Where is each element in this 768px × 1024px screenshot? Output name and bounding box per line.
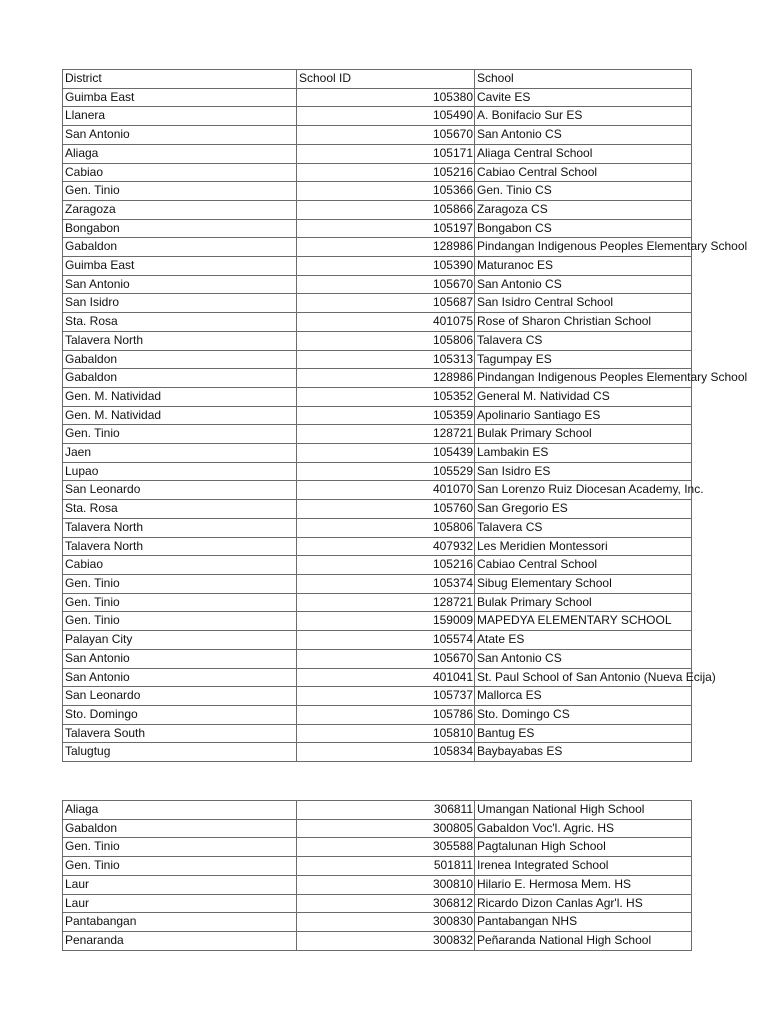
school-id-cell[interactable]: 105390 <box>297 257 475 276</box>
table-row <box>63 556 692 575</box>
school-id-cell[interactable]: 105366 <box>297 182 475 201</box>
school-table-elementary <box>62 69 748 762</box>
school-id-cell[interactable]: 159009 <box>297 612 475 631</box>
district-cell[interactable]: Cabiao <box>63 556 297 575</box>
table-row <box>63 369 692 388</box>
table-row <box>63 668 692 687</box>
table-row <box>63 200 692 219</box>
district-cell[interactable]: Talugtug <box>63 743 297 762</box>
school-name-cell[interactable]: San Isidro ES <box>475 462 692 481</box>
school-name-cell[interactable]: San Antonio CS <box>475 649 692 668</box>
school-id-cell[interactable]: 105834 <box>297 743 475 762</box>
school-id-cell[interactable]: 128721 <box>297 593 475 612</box>
school-name-cell[interactable]: Talavera CS <box>475 331 692 350</box>
school-id-cell[interactable]: 300832 <box>297 931 475 950</box>
district-cell[interactable]: Zaragoza <box>63 200 297 219</box>
school-name-cell[interactable]: Pagtalunan High School <box>475 838 692 857</box>
school-id-cell[interactable]: 105737 <box>297 687 475 706</box>
school-name-cell[interactable]: St. Paul School of San Antonio (Nueva Ecija) <box>475 668 692 687</box>
district-cell[interactable]: Sto. Domingo <box>63 705 297 724</box>
table-row <box>63 574 692 593</box>
table-row <box>63 294 692 313</box>
school-name-cell[interactable]: MAPEDYA ELEMENTARY SCHOOL <box>475 612 692 631</box>
school-id-cell[interactable]: 105529 <box>297 462 475 481</box>
district-cell[interactable]: Guimba East <box>63 257 297 276</box>
district-cell[interactable]: Aliaga <box>63 801 297 820</box>
district-cell[interactable]: Jaen <box>63 444 297 463</box>
school-id-cell[interactable]: 105806 <box>297 331 475 350</box>
district-cell[interactable]: San Antonio <box>63 649 297 668</box>
table-row <box>63 631 692 650</box>
district-cell[interactable]: Talavera South <box>63 724 297 743</box>
school-id-cell[interactable]: 105313 <box>297 350 475 369</box>
district-cell[interactable]: Talavera North <box>63 537 297 556</box>
school-name-cell[interactable]: Lambakin ES <box>475 444 692 463</box>
table-row <box>63 126 692 145</box>
school-name-cell[interactable]: Apolinario Santiago ES <box>475 406 692 425</box>
district-cell[interactable]: Bongabon <box>63 219 297 238</box>
school-name-cell[interactable]: Irenea Integrated School <box>475 857 692 876</box>
school-id-cell[interactable]: 300805 <box>297 819 475 838</box>
school-name-cell[interactable]: Ricardo Dizon Canlas Agr'l. HS <box>475 894 692 913</box>
column-header: School <box>475 70 692 89</box>
school-name-cell[interactable]: Pindangan Indigenous Peoples Elementary School <box>475 238 692 257</box>
district-cell[interactable]: San Isidro <box>63 294 297 313</box>
column-header: District <box>63 70 297 89</box>
school-name-cell[interactable]: Pantabangan NHS <box>475 913 692 932</box>
district-cell[interactable]: San Antonio <box>63 668 297 687</box>
district-cell[interactable]: Cabiao <box>63 163 297 182</box>
district-cell[interactable]: Gen. M. Natividad <box>63 387 297 406</box>
table-row <box>63 238 692 257</box>
school-name-cell[interactable]: Bulak Primary School <box>475 593 692 612</box>
school-name-cell[interactable]: General M. Natividad CS <box>475 387 692 406</box>
school-name-cell[interactable]: Les Meridien Montessori <box>475 537 692 556</box>
table-row <box>63 649 692 668</box>
school-name-cell[interactable]: Mallorca ES <box>475 687 692 706</box>
table-row <box>63 144 692 163</box>
school-name-cell[interactable]: Aliaga Central School <box>475 144 692 163</box>
district-cell[interactable]: Gen. Tinio <box>63 593 297 612</box>
table-row <box>63 219 692 238</box>
school-id-cell[interactable]: 128986 <box>297 238 475 257</box>
district-cell[interactable]: Penaranda <box>63 931 297 950</box>
table-row <box>63 387 692 406</box>
district-cell[interactable]: Sta. Rosa <box>63 500 297 519</box>
school-id-cell[interactable]: 105806 <box>297 518 475 537</box>
school-id-cell[interactable]: 305588 <box>297 838 475 857</box>
district-cell[interactable]: Aliaga <box>63 144 297 163</box>
school-name-cell[interactable]: Pindangan Indigenous Peoples Elementary School <box>475 369 692 388</box>
table-row <box>63 913 692 932</box>
table-row <box>63 875 692 894</box>
school-name-cell[interactable]: A. Bonifacio Sur ES <box>475 107 692 126</box>
school-name-cell[interactable]: Rose of Sharon Christian School <box>475 313 692 332</box>
table-row <box>63 518 692 537</box>
school-id-cell[interactable]: 501811 <box>297 857 475 876</box>
school-id-cell[interactable]: 401041 <box>297 668 475 687</box>
school-id-cell[interactable]: 105866 <box>297 200 475 219</box>
school-id-cell[interactable]: 300830 <box>297 913 475 932</box>
school-id-cell[interactable]: 105670 <box>297 126 475 145</box>
school-id-cell[interactable]: 300810 <box>297 875 475 894</box>
school-id-cell[interactable]: 401075 <box>297 313 475 332</box>
school-name-cell[interactable]: Sibug Elementary School <box>475 574 692 593</box>
school-id-cell[interactable]: 105810 <box>297 724 475 743</box>
district-cell[interactable]: Llanera <box>63 107 297 126</box>
school-name-cell[interactable]: Bongabon CS <box>475 219 692 238</box>
column-header: School ID <box>297 70 475 89</box>
school-name-cell[interactable]: Cabiao Central School <box>475 556 692 575</box>
table-row <box>63 107 692 126</box>
school-id-cell[interactable]: 105216 <box>297 163 475 182</box>
school-name-cell[interactable]: Talavera CS <box>475 518 692 537</box>
school-name-cell[interactable]: Maturanoc ES <box>475 257 692 276</box>
table-row <box>63 612 692 631</box>
school-name-cell[interactable]: San Antonio CS <box>475 275 692 294</box>
school-name-cell[interactable]: Cavite ES <box>475 88 692 107</box>
table-row <box>63 425 692 444</box>
school-id-cell[interactable]: 105670 <box>297 649 475 668</box>
school-id-cell[interactable]: 105760 <box>297 500 475 519</box>
school-name-cell[interactable]: San Lorenzo Ruiz Diocesan Academy, Inc. <box>475 481 692 500</box>
school-id-cell[interactable]: 105197 <box>297 219 475 238</box>
school-id-cell[interactable]: 105171 <box>297 144 475 163</box>
district-cell[interactable]: San Antonio <box>63 126 297 145</box>
district-cell[interactable]: Laur <box>63 875 297 894</box>
table-row <box>63 819 692 838</box>
district-cell[interactable]: Gabaldon <box>63 819 297 838</box>
school-name-cell[interactable]: Sto. Domingo CS <box>475 705 692 724</box>
school-name-cell[interactable]: Hilario E. Hermosa Mem. HS <box>475 875 692 894</box>
table-row <box>63 481 692 500</box>
school-name-cell[interactable]: Bulak Primary School <box>475 425 692 444</box>
school-id-cell[interactable]: 105216 <box>297 556 475 575</box>
table-row <box>63 705 692 724</box>
school-id-cell[interactable]: 105374 <box>297 574 475 593</box>
school-name-cell[interactable]: Baybayabas ES <box>475 743 692 762</box>
school-name-cell[interactable]: Bantug ES <box>475 724 692 743</box>
school-id-cell[interactable]: 401070 <box>297 481 475 500</box>
school-name-cell[interactable]: Cabiao Central School <box>475 163 692 182</box>
table-row <box>63 500 692 519</box>
table-row <box>63 331 692 350</box>
header-row <box>63 70 692 89</box>
district-cell[interactable]: Laur <box>63 894 297 913</box>
school-id-cell[interactable]: 105687 <box>297 294 475 313</box>
school-id-cell[interactable]: 128986 <box>297 369 475 388</box>
district-cell[interactable]: Gen. Tinio <box>63 574 297 593</box>
table-row <box>63 406 692 425</box>
school-id-cell[interactable]: 105439 <box>297 444 475 463</box>
school-id-cell[interactable]: 105352 <box>297 387 475 406</box>
table-row <box>63 313 692 332</box>
district-cell[interactable]: Gabaldon <box>63 350 297 369</box>
district-cell[interactable]: Gen. Tinio <box>63 425 297 444</box>
school-name-cell[interactable]: San Gregorio ES <box>475 500 692 519</box>
district-cell[interactable]: Sta. Rosa <box>63 313 297 332</box>
school-table-high-school <box>62 800 692 951</box>
table-row <box>63 182 692 201</box>
school-id-cell[interactable]: 105490 <box>297 107 475 126</box>
table-row <box>63 743 692 762</box>
table-row <box>63 350 692 369</box>
table-row <box>63 462 692 481</box>
table-row <box>63 593 692 612</box>
district-cell[interactable]: Gen. Tinio <box>63 182 297 201</box>
district-cell[interactable]: Gabaldon <box>63 238 297 257</box>
school-id-cell[interactable]: 128721 <box>297 425 475 444</box>
school-id-cell[interactable]: 105380 <box>297 88 475 107</box>
school-name-cell[interactable]: Tagumpay ES <box>475 350 692 369</box>
school-name-cell[interactable]: Gabaldon Voc'l. Agric. HS <box>475 819 692 838</box>
district-cell[interactable]: San Leonardo <box>63 481 297 500</box>
district-cell[interactable]: Gen. Tinio <box>63 612 297 631</box>
district-cell[interactable]: Palayan City <box>63 631 297 650</box>
school-name-cell[interactable]: San Isidro Central School <box>475 294 692 313</box>
school-id-cell[interactable]: 105574 <box>297 631 475 650</box>
table-row <box>63 88 692 107</box>
table-row <box>63 931 692 950</box>
district-cell[interactable]: Talavera North <box>63 331 297 350</box>
school-name-cell[interactable]: Gen. Tinio CS <box>475 182 692 201</box>
school-id-cell[interactable]: 105786 <box>297 705 475 724</box>
school-id-cell[interactable]: 407932 <box>297 537 475 556</box>
table-row <box>63 163 692 182</box>
district-cell[interactable]: Lupao <box>63 462 297 481</box>
district-cell[interactable]: Gabaldon <box>63 369 297 388</box>
school-id-cell[interactable]: 306811 <box>297 801 475 820</box>
district-cell[interactable]: Gen. Tinio <box>63 838 297 857</box>
school-name-cell[interactable]: Atate ES <box>475 631 692 650</box>
table-row <box>63 838 692 857</box>
school-name-cell[interactable]: Peñaranda National High School <box>475 931 692 950</box>
district-cell[interactable]: San Antonio <box>63 275 297 294</box>
school-id-cell[interactable]: 306812 <box>297 894 475 913</box>
school-name-cell[interactable]: San Antonio CS <box>475 126 692 145</box>
school-id-cell[interactable]: 105359 <box>297 406 475 425</box>
district-cell[interactable]: Guimba East <box>63 88 297 107</box>
district-cell[interactable]: San Leonardo <box>63 687 297 706</box>
school-name-cell[interactable]: Umangan National High School <box>475 801 692 820</box>
table-row <box>63 894 692 913</box>
district-cell[interactable]: Talavera North <box>63 518 297 537</box>
table-row <box>63 275 692 294</box>
district-cell[interactable]: Gen. M. Natividad <box>63 406 297 425</box>
table-row <box>63 537 692 556</box>
school-id-cell[interactable]: 105670 <box>297 275 475 294</box>
table-row <box>63 857 692 876</box>
district-cell[interactable]: Gen. Tinio <box>63 857 297 876</box>
table-row <box>63 801 692 820</box>
table-row <box>63 724 692 743</box>
table-row <box>63 257 692 276</box>
table-row <box>63 687 692 706</box>
school-name-cell[interactable]: Zaragoza CS <box>475 200 692 219</box>
district-cell[interactable]: Pantabangan <box>63 913 297 932</box>
table-row <box>63 444 692 463</box>
